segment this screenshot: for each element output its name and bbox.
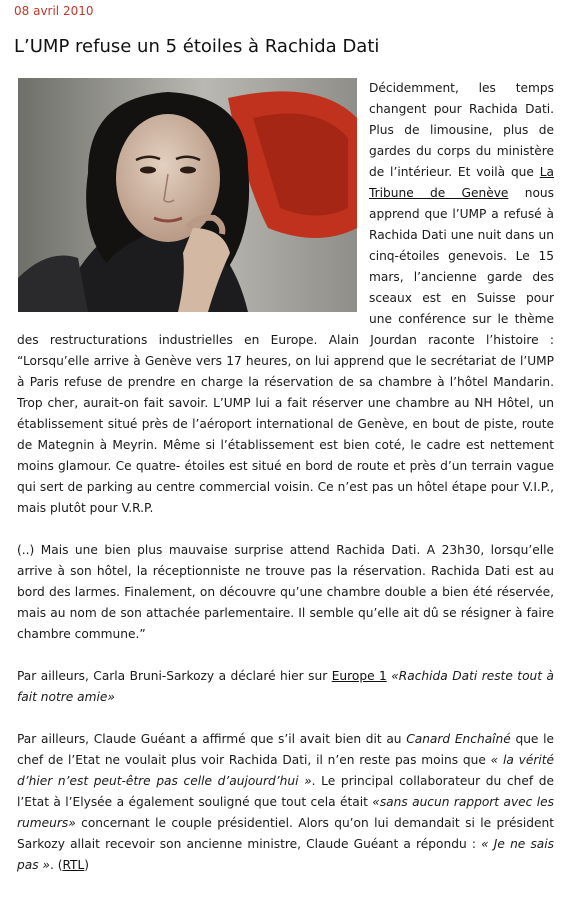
post-date: 08 avril 2010 (14, 4, 94, 18)
paragraph-3: Par ailleurs, Carla Bruni-Sarkozy a déclaré hier sur Europe 1 «Rachida Dati reste tout à fait notre amie» (17, 669, 554, 704)
post-title: L’UMP refuse un 5 étoiles à Rachida Dati (14, 36, 380, 57)
paragraph-2: (..) Mais une bien plus mauvaise surprise attend Rachida Dati. A 23h30, lorsqu’elle arrive à son hôtel, la réceptionniste ne trouve pas la réservation. Rachida Dati est au bord des larmes. Finalement, on découvre qu’une chambre double a bien été réservée, mais au nom de son attachée parlementaire. Il semble qu’elle ait dû se résigner à faire chambre commune.” (17, 543, 554, 641)
portrait-photo (18, 78, 357, 312)
paragraph-4: Par ailleurs, Claude Guéant a affirmé que s’il avait bien dit au Canard Enchaîné que le chef de l’Etat ne voulait plus voir Rachida Dati, il n’en reste pas moins que « la vérité d’hier n’est peut-être pas celle d’aujourd’hui ». Le principal collaborateur du chef de l’Etat à l’Elysée a également souligné que tout cela était «sans aucun rapport avec les rumeurs» concernant le couple présidentiel. Alors qu’on lui demandait si le président Sarkozy allait recevoir son ancienne ministre, Claude Guéant a répondu : « Je ne sais pas ». (RTL) (17, 732, 555, 872)
portrait-image (18, 78, 357, 312)
article-body (17, 78, 554, 897)
rtl-link[interactable]: RTL (62, 858, 85, 872)
tribune-geneve-link[interactable]: La Tribune de Genève (369, 165, 554, 200)
europe1-link[interactable]: Europe 1 (331, 669, 387, 683)
paragraph-1: Décidemment, les temps changent pour Rachida Dati. Plus de limousine, plus de gardes du corps du ministère de l’intérieur. Et voilà que La Tribune de Genève nous apprend que l’UMP a refusé à Rachida Dati une nuit dans un cinq-étoiles genevois. Le 15 mars, l’ancienne garde des sceaux est en Suisse pour une conférence sur le thème des restructurations industrielles en Europe. Alain Jourdan raconte l’histoire : “Lorsqu’elle arrive à Genève vers 17 heures, on lui apprend que le secrétariat de l’UMP à Paris refuse de prendre en charge la réservation de sa chambre à l’hôtel Mandarin. Trop cher, aurait-on fait savoir. L’UMP lui a fait réserver une chambre au NH Hôtel, un établissement situé près de l’aéroport international de Genève, en bout de piste, route de Mategnin à Meyrin. Même si l’établissement est bien coté, le cadre est nettement moins glamour. Ce quatre- étoiles est situé en bord de route et près d’un terrain vague qui sert de parking au centre commercial voisin. Ce n’est pas un hôtel étape pour V.I.P., mais plutôt pour V.R.P. (17, 78, 554, 519)
